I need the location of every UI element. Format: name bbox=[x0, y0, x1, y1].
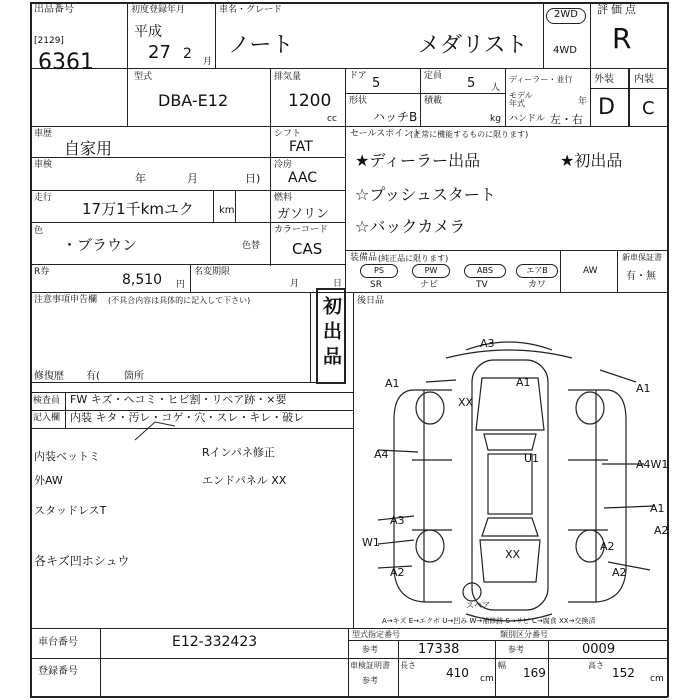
displacement-value: 1200 bbox=[288, 91, 332, 111]
registration-label: 登録番号 bbox=[38, 666, 78, 677]
note-left-4: 各キズ凹ホシュウ bbox=[34, 554, 130, 568]
shape-label: 形状 bbox=[349, 96, 368, 106]
mark-10: W1 bbox=[362, 536, 380, 549]
grid-line bbox=[190, 264, 191, 292]
grid-line bbox=[345, 292, 668, 293]
note-right-1: Rインパネ修正 bbox=[202, 446, 275, 459]
front-bumper bbox=[466, 342, 552, 350]
width-label: 幅 bbox=[498, 661, 506, 670]
wheel-fr bbox=[576, 392, 604, 424]
equip-aw: AW bbox=[583, 266, 598, 276]
mark-3: XX bbox=[458, 396, 474, 409]
name-change-month: 月 bbox=[290, 279, 300, 289]
grid-line bbox=[420, 68, 421, 126]
grid-line bbox=[30, 428, 353, 429]
equip-pw: PW bbox=[412, 264, 450, 278]
equipment-label: 装備品 bbox=[350, 253, 378, 263]
grid-line bbox=[235, 190, 236, 222]
mark-9: A3 bbox=[390, 514, 405, 527]
capacity-label: 定員 bbox=[424, 71, 443, 81]
first-listing-stamp bbox=[316, 288, 346, 384]
ext-value: D bbox=[598, 95, 615, 120]
grid-line bbox=[100, 628, 101, 696]
int-label: 内装 bbox=[634, 74, 654, 85]
repair-unit: 箇所 bbox=[124, 371, 144, 382]
equip-airbag: エアB bbox=[516, 264, 558, 278]
first-reg-month-unit: 月 bbox=[203, 57, 213, 67]
height-label: 高さ bbox=[588, 661, 604, 670]
shift-label: シフト bbox=[274, 129, 302, 139]
mark-5: A1 bbox=[636, 382, 651, 395]
color-code-label: カラーコード bbox=[274, 225, 329, 235]
hood bbox=[476, 378, 544, 430]
notice-label: 注意事項申告欄 bbox=[34, 295, 98, 305]
grid-line bbox=[348, 628, 349, 696]
dimensions-sub: 参考 bbox=[362, 676, 378, 685]
height-unit: cm bbox=[650, 674, 664, 684]
recycle-unit: 円 bbox=[176, 280, 186, 290]
border-top bbox=[30, 2, 668, 4]
ext-label: 外装 bbox=[594, 74, 614, 85]
grid-line bbox=[215, 2, 216, 68]
grid-line bbox=[345, 93, 505, 94]
ac-value: AAC bbox=[288, 170, 318, 186]
car-label: 車名・グレード bbox=[219, 5, 283, 15]
note-left-1: 内装ベットミ bbox=[34, 450, 100, 463]
grid-line bbox=[495, 640, 496, 696]
mark-16: A2 bbox=[600, 540, 615, 553]
color-swap-label: 色替 bbox=[242, 241, 261, 251]
model-value: DBA-E12 bbox=[158, 91, 229, 110]
length-label: 長さ bbox=[400, 661, 416, 670]
border-left bbox=[30, 2, 32, 697]
mark-12: XX bbox=[505, 548, 521, 561]
spare-label: スペア bbox=[466, 601, 490, 610]
sales-line-4: ☆バックカメラ bbox=[355, 217, 466, 236]
color-value: ・ブラウン bbox=[62, 236, 138, 254]
sales-line-2: ★初出品 bbox=[560, 151, 623, 170]
border-right bbox=[667, 2, 669, 697]
grid-line bbox=[505, 68, 506, 126]
mark-15: A2 bbox=[654, 524, 669, 537]
length-value: 410 bbox=[446, 666, 469, 680]
grid-line bbox=[30, 190, 345, 191]
equip-sr: SR bbox=[370, 280, 382, 290]
grid-line bbox=[345, 126, 346, 292]
score-value: R bbox=[612, 22, 632, 55]
grid-line bbox=[270, 68, 271, 266]
length-unit: cm bbox=[480, 674, 494, 684]
drive-2wd: 2WD bbox=[546, 8, 586, 24]
grid-line bbox=[65, 392, 66, 428]
displacement-unit: cc bbox=[327, 114, 337, 124]
mark-1: A3 bbox=[480, 337, 495, 350]
grid-line bbox=[560, 250, 561, 292]
history-label: 車歴 bbox=[34, 129, 53, 139]
inspector-fw-row: FW キズ・ヘコミ・ヒビ割・リペア跡・×要 bbox=[70, 393, 287, 406]
name-change-day: 日 bbox=[333, 279, 343, 289]
inspector-label-2: 記入欄 bbox=[33, 413, 61, 423]
car-diagram bbox=[354, 330, 669, 626]
grid-line bbox=[30, 264, 345, 265]
after-label: 後日品 bbox=[357, 296, 385, 306]
model-year-label: モデル年式 bbox=[509, 91, 533, 108]
type-designation-label: 型式指定番号 bbox=[352, 630, 400, 639]
inspection-month-unit: 月 bbox=[187, 172, 198, 185]
grid-line bbox=[127, 2, 128, 126]
mark-6: A4 bbox=[374, 448, 389, 461]
equip-navi: ナビ bbox=[420, 280, 439, 290]
chassis-label: 車台番号 bbox=[38, 637, 78, 648]
chassis-value: E12-332423 bbox=[172, 634, 258, 650]
grid-line bbox=[30, 382, 345, 383]
mark-13: A2 bbox=[612, 566, 627, 579]
car-grade: メダリスト bbox=[418, 33, 528, 58]
fuel-value: ガソリン bbox=[277, 207, 330, 222]
grid-line bbox=[213, 190, 214, 222]
width-value: 169 bbox=[523, 666, 546, 680]
type-designation-sub: 参考 bbox=[362, 645, 378, 654]
repair-label: 修復歴 bbox=[34, 371, 64, 382]
capacity-unit: 人 bbox=[491, 83, 501, 93]
grid-line bbox=[345, 250, 668, 251]
mileage-value: 17万1千kmユク bbox=[82, 200, 194, 218]
notice-sub: (不具合内容は具体的に記入して下さい) bbox=[108, 296, 251, 305]
doors-label: ドア bbox=[349, 71, 367, 81]
inspection-label: 車検 bbox=[34, 160, 53, 170]
sales-line-3: ☆プッシュスタート bbox=[355, 185, 496, 204]
class-number-value: 0009 bbox=[582, 642, 616, 657]
model-label: 型式 bbox=[134, 72, 153, 82]
equip-leather: カワ bbox=[528, 280, 547, 290]
wheel-rl bbox=[416, 530, 444, 562]
inspector-label-1: 検査員 bbox=[33, 396, 61, 406]
car-name: ノート bbox=[228, 33, 294, 58]
stamp-text: 初出品 bbox=[320, 296, 342, 371]
grid-line bbox=[30, 628, 668, 629]
sales-point-sub: (正常に機能するものに限ります) bbox=[410, 130, 529, 139]
type-designation-value: 17338 bbox=[418, 642, 460, 657]
equip-ps: PS bbox=[360, 264, 398, 278]
mileage-unit: km bbox=[219, 205, 235, 216]
dimensions-label: 車検証明書 bbox=[350, 661, 390, 670]
ac-label: 冷房 bbox=[274, 160, 293, 170]
score-label: 評価点 bbox=[597, 3, 639, 16]
grid-line bbox=[30, 222, 345, 223]
class-number-sub: 参考 bbox=[508, 645, 524, 654]
load-label: 積載 bbox=[424, 96, 443, 106]
note-right-2: エンドパネル XX bbox=[202, 474, 287, 487]
mark-14: A1 bbox=[650, 502, 665, 515]
model-year-unit: 年 bbox=[578, 97, 588, 107]
doors-value: 5 bbox=[372, 76, 381, 91]
recycle-value: 8,510 bbox=[122, 272, 163, 288]
load-unit: kg bbox=[490, 114, 501, 124]
border-bottom bbox=[30, 696, 668, 698]
grid-line bbox=[590, 2, 591, 126]
history-value: 自家用 bbox=[64, 139, 113, 158]
inspector-int-row: 内装 キタ・汚レ・コゲ・穴・スレ・キレ・破レ bbox=[70, 411, 305, 424]
color-code-value: CAS bbox=[292, 240, 323, 258]
first-reg-era: 平成 bbox=[134, 24, 162, 40]
shift-value: FAT bbox=[289, 139, 313, 155]
sales-point-label: セールスポイント bbox=[350, 129, 422, 139]
name-change-label: 名変期限 bbox=[194, 267, 231, 277]
first-reg-year: 27 bbox=[148, 42, 171, 63]
color-label: 色 bbox=[34, 226, 44, 236]
mileage-label: 走行 bbox=[34, 193, 53, 203]
class-number-label: 類別区分番号 bbox=[500, 630, 548, 639]
mark-7: U1 bbox=[524, 452, 540, 465]
mark-2: A1 bbox=[385, 377, 400, 390]
mark-8: A4W1 bbox=[636, 458, 669, 471]
note-left-3: スタッドレスT bbox=[34, 504, 107, 517]
lot-label: 出品番号 bbox=[34, 4, 74, 15]
fuel-label: 燃料 bbox=[274, 193, 293, 203]
inspection-year-unit: 年 bbox=[135, 172, 146, 185]
shape-value: ハッチB bbox=[373, 110, 418, 124]
grid-line bbox=[617, 250, 618, 292]
dealer-label: ディーラー・並行 bbox=[509, 75, 573, 84]
handle-label: ハンドル bbox=[509, 114, 546, 124]
grid-line bbox=[348, 640, 668, 641]
diagram-legend: A→キズ E→エクボ U→凹み W→補修跡 S→サビ C→腐食 XX→交換済 bbox=[382, 617, 596, 625]
drive-4wd: 4WD bbox=[553, 45, 577, 56]
warranty-label: 新車保証書 bbox=[622, 253, 662, 262]
lot-code: [2129] bbox=[34, 36, 64, 46]
equip-tv: TV bbox=[476, 280, 488, 290]
grid-line bbox=[398, 640, 399, 696]
note-left-2: 外AW bbox=[34, 474, 63, 487]
inspection-day-unit: 日) bbox=[245, 172, 261, 185]
grid-line bbox=[345, 68, 346, 126]
recycle-label: R券 bbox=[34, 267, 50, 277]
grid-line bbox=[30, 292, 345, 293]
equip-abs: ABS bbox=[464, 264, 506, 278]
wheel-fl bbox=[416, 392, 444, 424]
first-reg-month: 2 bbox=[183, 46, 192, 62]
mark-4: A1 bbox=[516, 376, 531, 389]
first-reg-label: 初度登録年月 bbox=[131, 5, 186, 15]
grid-line bbox=[30, 68, 668, 69]
lot-number: 6361 bbox=[38, 50, 94, 75]
grid-line bbox=[30, 658, 668, 659]
height-value: 152 bbox=[612, 666, 635, 680]
grid-line bbox=[310, 292, 311, 382]
grid-line bbox=[629, 68, 630, 126]
repair-value: 有( bbox=[86, 371, 100, 382]
int-value: C bbox=[642, 98, 655, 119]
capacity-value: 5 bbox=[467, 76, 476, 91]
mark-11: A2 bbox=[390, 566, 405, 579]
displacement-label: 排気量 bbox=[274, 72, 302, 82]
equipment-sub: (純正品に限ります) bbox=[378, 254, 449, 263]
sales-line-1: ★ディーラー出品 bbox=[355, 151, 481, 170]
grid-line bbox=[548, 640, 549, 696]
handwritten-slash bbox=[130, 412, 190, 442]
grid-line bbox=[270, 157, 345, 158]
grid-line bbox=[543, 2, 544, 68]
handle-value: 左・右 bbox=[550, 113, 583, 126]
warranty-value: 有・無 bbox=[626, 271, 656, 282]
